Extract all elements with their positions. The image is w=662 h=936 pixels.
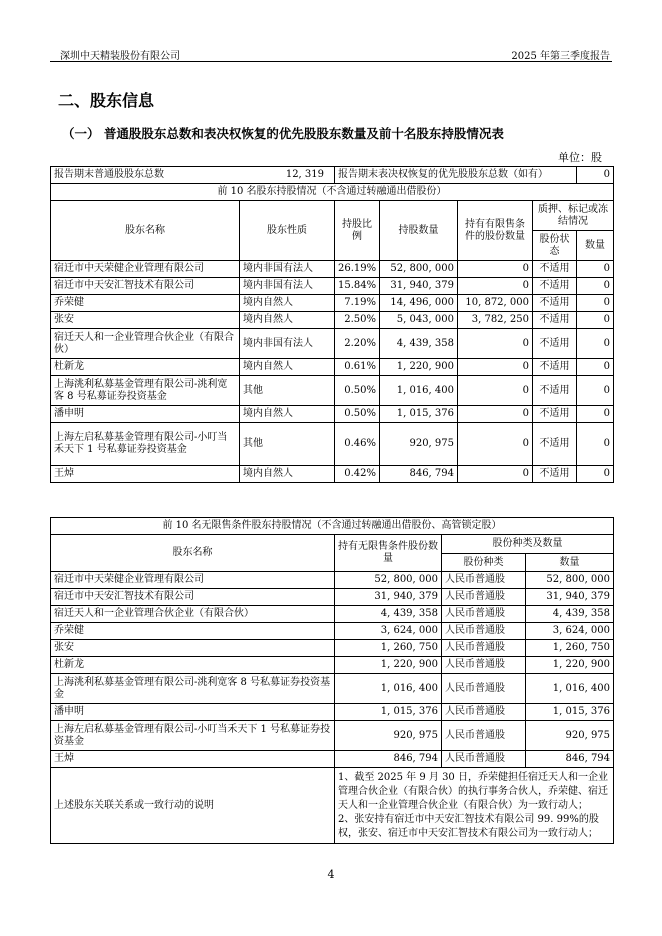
table-row [51,623,614,640]
unrestricted-shareholders-table [50,517,614,844]
shareholder-name: 上海左启私募基金管理有限公司-小叮当禾天下 1 号私募证券投资基金 [51,721,335,751]
share-qty: 1, 015, 376 [526,704,614,721]
header-status: 股份状态 [533,231,577,261]
restricted-shares: 0 [458,423,533,466]
holding-shares: 4, 439, 358 [380,329,458,359]
table-row [51,466,614,483]
share-kind: 人民币普通股 [442,589,526,606]
shareholder-name: 宿迁天人和一企业管理合伙企业（有限合伙） [51,606,335,623]
table-row [51,721,614,751]
share-qty: 3, 624, 000 [526,623,614,640]
header-kind: 股份种类 [442,554,526,572]
summary-value-preferred: 0 [577,167,614,184]
unrestricted-shares: 3, 624, 000 [335,623,442,640]
holding-ratio: 15.84% [335,278,380,295]
relation-row [51,768,614,844]
header-company: 深圳中天精装股份有限公司 [60,51,180,62]
share-qty: 846, 794 [526,751,614,768]
page-number: 4 [327,868,335,881]
shareholder-nature: 境内非国有法人 [240,261,335,278]
pledge-qty: 0 [577,329,614,359]
share-kind: 人民币普通股 [442,721,526,751]
summary-row [51,167,614,184]
unrestricted-shares: 1, 016, 400 [335,674,442,704]
shareholder-nature: 其他 [240,423,335,466]
share-kind: 人民币普通股 [442,751,526,768]
pledge-status: 不适用 [533,376,577,406]
relation-text-2: 2、张安持有宿迁市中天安汇智技术有限公司 99. 99%的股权，张安、宿迁市中天安汇智技术有限公司为一致行动人； [338,813,599,839]
unrestricted-caption: 前 10 名无限售条件股东持股情况（不含通过转融通出借股份、高管锁定股） [51,518,614,535]
table-row [51,406,614,423]
shareholder-name: 上海洮利私募基金管理有限公司-洮利宽客 8 号私募证券投资基金 [51,376,240,406]
share-kind: 人民币普通股 [442,704,526,721]
pledge-qty: 0 [577,295,614,312]
header-ratio: 持股比例 [335,201,380,261]
restricted-shares: 0 [458,406,533,423]
restricted-shares: 0 [458,278,533,295]
unit-label: 单位：股 [558,151,602,164]
restricted-shares: 10, 872, 000 [458,295,533,312]
header-name: 股东名称 [51,535,335,572]
header-kind-group: 股份种类及数量 [442,535,614,554]
table-row [51,329,614,359]
shareholder-name: 张安 [51,312,240,329]
share-qty: 31, 940, 379 [526,589,614,606]
holding-shares: 52, 800, 000 [380,261,458,278]
table-row [51,606,614,623]
holding-shares: 14, 496, 000 [380,295,458,312]
holding-shares: 846, 794 [380,466,458,483]
header-shares: 持股数量 [380,201,458,261]
share-kind: 人民币普通股 [442,606,526,623]
unrestricted-shares: 31, 940, 379 [335,589,442,606]
holding-shares: 920, 975 [380,423,458,466]
table-row [51,704,614,721]
header-pledge: 质押、标记或冻结情况 [533,201,614,231]
unrestricted-shares: 1, 260, 750 [335,640,442,657]
share-kind: 人民币普通股 [442,674,526,704]
share-qty: 4, 439, 358 [526,606,614,623]
header-restricted: 持有有限售条件的股份数量 [458,201,533,261]
holding-shares: 1, 220, 900 [380,359,458,376]
table-row [51,657,614,674]
shareholder-name: 宿迁市中天荣健企业管理有限公司 [51,572,335,589]
unrestricted-shares: 846, 794 [335,751,442,768]
holding-ratio: 0.50% [335,376,380,406]
table-row [51,359,614,376]
shareholder-name: 上海左启私募基金管理有限公司-小叮当禾天下 1 号私募证券投资基金 [51,423,240,466]
table-row [51,261,614,278]
shareholder-name: 乔荣健 [51,295,240,312]
shareholder-name: 王焯 [51,466,240,483]
holding-shares: 1, 015, 376 [380,406,458,423]
holding-ratio: 0.46% [335,423,380,466]
top10-shareholders-table [50,166,614,483]
table-row [51,674,614,704]
table-row [51,423,614,466]
relation-label: 上述股东关联关系或一致行动的说明 [51,768,335,844]
pledge-status: 不适用 [533,423,577,466]
summary-value-common: 12, 319 [285,169,324,180]
shareholder-nature: 境内自然人 [240,295,335,312]
shareholder-name: 张安 [51,640,335,657]
restricted-shares: 0 [458,466,533,483]
header-qty: 数量 [526,554,614,572]
pledge-status: 不适用 [533,359,577,376]
section-title: 二、股东信息 [58,91,155,110]
shareholder-name: 宿迁市中天安汇智技术有限公司 [51,278,240,295]
shareholder-name: 王焯 [51,751,335,768]
unrestricted-shares: 920, 975 [335,721,442,751]
shareholder-nature: 境内自然人 [240,359,335,376]
shareholder-nature: 境内非国有法人 [240,329,335,359]
pledge-status: 不适用 [533,329,577,359]
table-row [51,640,614,657]
table-row [51,295,614,312]
relation-text-1: 1、截至 2025 年 9 月 30 日，乔荣健担任宿迁天人和一企业管理合伙企业（有限合伙）的执行事务合伙人，乔荣健、宿迁天人和一企业管理合伙企业（有限合伙）为一致行动人； [338,771,608,811]
summary-label-preferred: 报告期末表决权恢复的优先股股东总数（如有） [335,167,577,184]
holding-shares: 31, 940, 379 [380,278,458,295]
share-qty: 920, 975 [526,721,614,751]
shareholder-name: 上海洮利私募基金管理有限公司-洮利宽客 8 号私募证券投资基金 [51,674,335,704]
holding-shares: 5, 043, 000 [380,312,458,329]
share-qty: 52, 800, 000 [526,572,614,589]
header-nature: 股东性质 [240,201,335,261]
pledge-status: 不适用 [533,466,577,483]
pledge-status: 不适用 [533,295,577,312]
share-qty: 1, 220, 900 [526,657,614,674]
holding-ratio: 26.19% [335,261,380,278]
share-qty: 1, 260, 750 [526,640,614,657]
pledge-qty: 0 [577,312,614,329]
table-row [51,278,614,295]
summary-label-common: 报告期末普通股股东总数 12, 319 [51,167,335,184]
shareholder-name: 潘申明 [51,704,335,721]
pledge-qty: 0 [577,359,614,376]
restricted-shares: 0 [458,261,533,278]
top10-caption: 前 10 名股东持股情况（不含通过转融通出借股份） [51,184,614,201]
holding-ratio: 0.61% [335,359,380,376]
holding-ratio: 2.50% [335,312,380,329]
relation-text [335,768,614,844]
subsection-title: （一） 普通股股东总数和表决权恢复的优先股股东数量及前十名股东持股情况表 [62,126,504,141]
shareholder-nature: 境内非国有法人 [240,278,335,295]
shareholder-nature: 境内自然人 [240,406,335,423]
restricted-shares: 0 [458,376,533,406]
table-row [51,572,614,589]
header-report-title: 2025 年第三季度报告 [511,51,610,62]
table-row [51,751,614,768]
holding-ratio: 0.50% [335,406,380,423]
shareholder-name: 宿迁市中天安汇智技术有限公司 [51,589,335,606]
table-row [51,376,614,406]
holding-ratio: 0.42% [335,466,380,483]
pledge-qty: 0 [577,376,614,406]
pledge-qty: 0 [577,406,614,423]
shareholder-name: 乔荣健 [51,623,335,640]
unrestricted-header-row [51,535,614,554]
unrestricted-shares: 1, 015, 376 [335,704,442,721]
header-name: 股东名称 [51,201,240,261]
pledge-qty: 0 [577,423,614,466]
header-held: 持有无限售条件股份数量 [335,535,442,572]
pledge-status: 不适用 [533,406,577,423]
share-kind: 人民币普通股 [442,657,526,674]
holding-ratio: 2.20% [335,329,380,359]
shareholder-nature: 其他 [240,376,335,406]
pledge-status: 不适用 [533,278,577,295]
shareholder-name: 潘申明 [51,406,240,423]
shareholder-nature: 境内自然人 [240,312,335,329]
shareholder-nature: 境内自然人 [240,466,335,483]
share-qty: 1, 016, 400 [526,674,614,704]
shareholder-name: 杜新龙 [51,359,240,376]
holding-shares: 1, 016, 400 [380,376,458,406]
share-kind: 人民币普通股 [442,623,526,640]
shareholder-name: 宿迁天人和一企业管理合伙企业（有限合伙） [51,329,240,359]
holding-ratio: 7.19% [335,295,380,312]
table-row [51,312,614,329]
unrestricted-shares: 4, 439, 358 [335,606,442,623]
table-row [51,589,614,606]
pledge-qty: 0 [577,278,614,295]
restricted-shares: 3, 782, 250 [458,312,533,329]
shareholder-name: 杜新龙 [51,657,335,674]
unrestricted-shares: 52, 800, 000 [335,572,442,589]
header-qty: 数量 [577,231,614,261]
share-kind: 人民币普通股 [442,572,526,589]
restricted-shares: 0 [458,329,533,359]
top10-header-row [51,201,614,231]
pledge-qty: 0 [577,466,614,483]
shareholder-name: 宿迁市中天荣健企业管理有限公司 [51,261,240,278]
unrestricted-shares: 1, 220, 900 [335,657,442,674]
share-kind: 人民币普通股 [442,640,526,657]
pledge-qty: 0 [577,261,614,278]
restricted-shares: 0 [458,359,533,376]
page-header [50,44,612,62]
pledge-status: 不适用 [533,312,577,329]
pledge-status: 不适用 [533,261,577,278]
